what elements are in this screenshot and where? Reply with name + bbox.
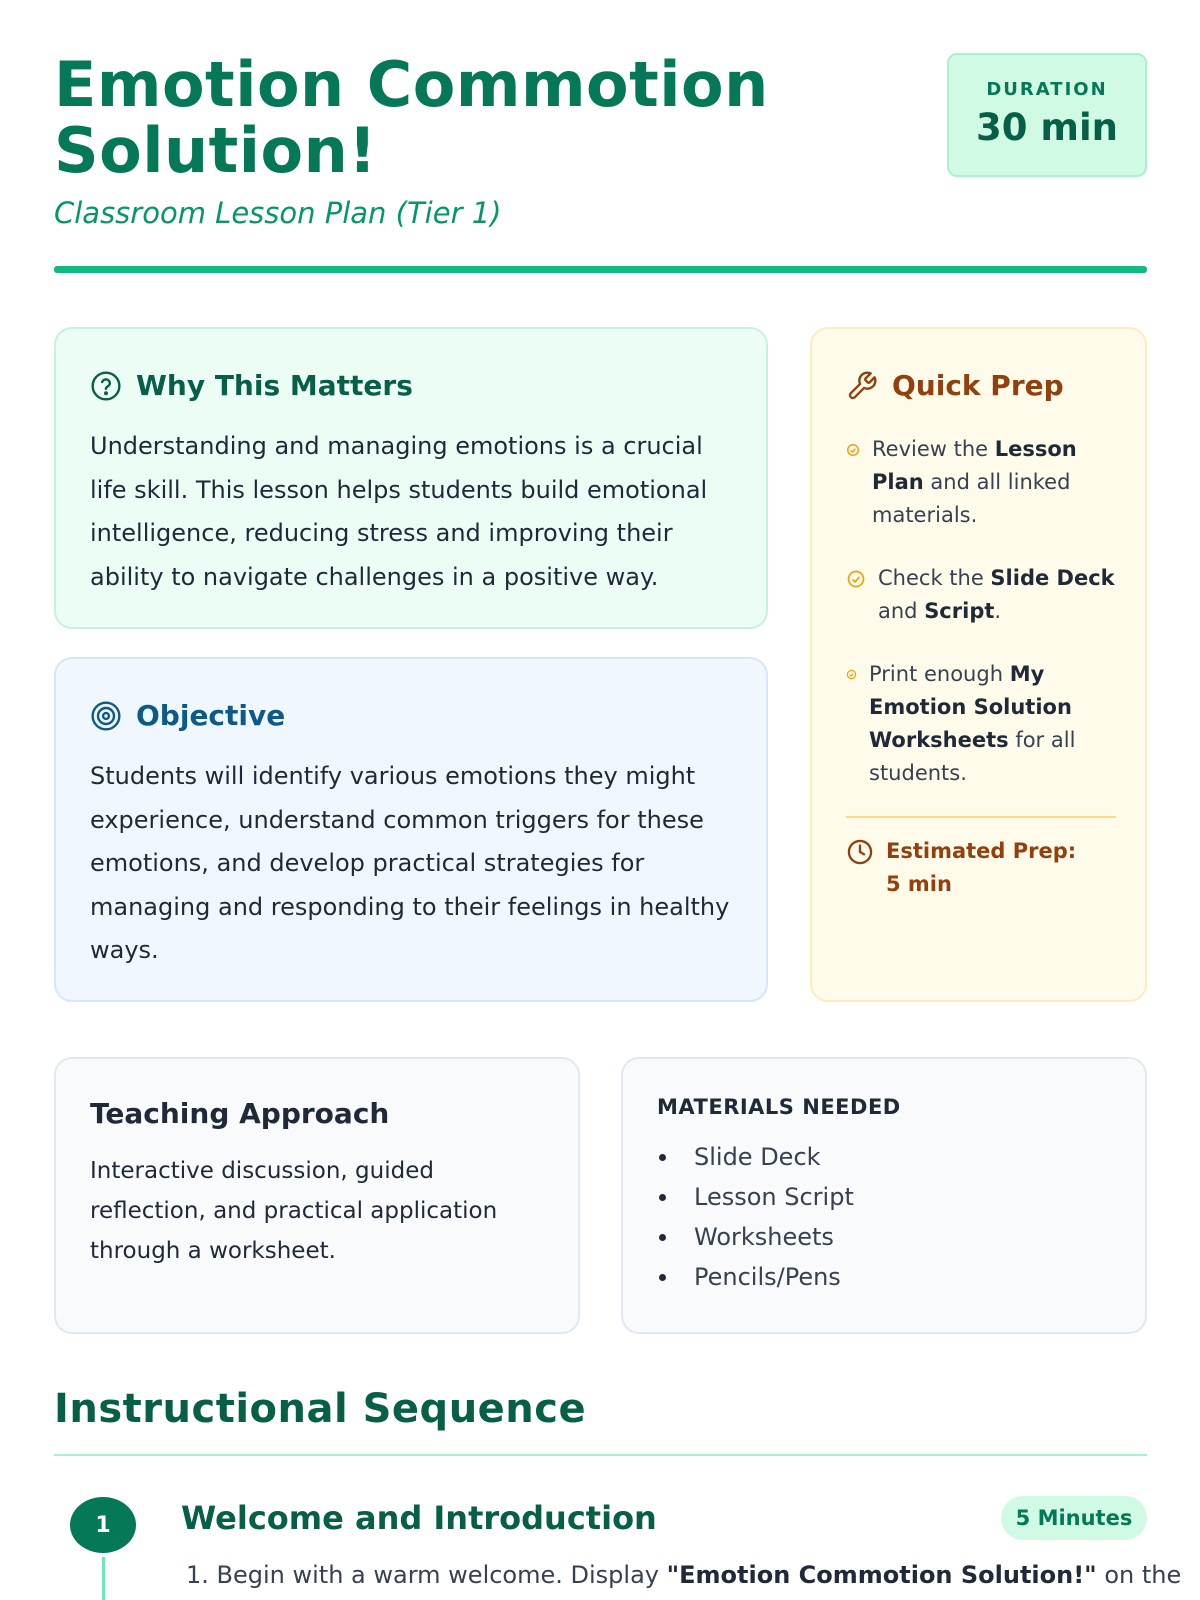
page-title: Emotion Commotion Solution! (54, 48, 769, 187)
step-text: 1. Begin with a warm welcome. Display "Emotion Commotion Solution!" on the (186, 1561, 1182, 1589)
prep-item: Review the Lesson Plan and all linked materials. (846, 433, 1116, 532)
prep-estimate-text: Estimated Prep: 5 min (886, 839, 1077, 896)
list-item: Lesson Script (657, 1177, 854, 1217)
page-subtitle: Classroom Lesson Plan (Tier 1) (54, 196, 502, 230)
lesson-plan-page (54, 0, 1182, 1600)
approach-heading: Teaching Approach (90, 1097, 390, 1130)
approach-text: Interactive discussion, guided reflection, and practical application through a worksheet. (90, 1158, 498, 1264)
prep-item: Check the Slide Deck and Script. (846, 562, 1116, 628)
objective-heading: Objective (136, 699, 286, 732)
list-item: Slide Deck (657, 1137, 854, 1177)
quick-prep-card (810, 327, 1147, 1002)
header-divider (54, 266, 1147, 273)
list-item: Worksheets (657, 1217, 854, 1257)
prep-divider (846, 816, 1116, 818)
prep-list (846, 433, 1116, 820)
materials-heading: MATERIALS NEEDED (657, 1095, 901, 1119)
question-circle-icon (90, 370, 122, 402)
duration-badge (947, 53, 1147, 177)
materials-list (657, 1137, 854, 1297)
prep-estimate (846, 835, 1086, 901)
objective-card (54, 657, 768, 1002)
duration-label: DURATION (986, 79, 1108, 100)
objective-text: Students will identify various emotions they might experience, understand common triggers for these emotions, and develop practical strategies for managing and responding to their feelings in healthy ways. (90, 762, 730, 964)
why-heading: Why This Matters (136, 369, 413, 402)
check-circle-icon (846, 669, 857, 680)
why-this-matters-card (54, 327, 768, 629)
list-item: Pencils/Pens (657, 1257, 854, 1297)
step-number: 1 (70, 1497, 136, 1553)
materials-card (621, 1057, 1147, 1334)
prep-item: Print enough My Emotion Solution Worksheets for all students. (846, 658, 1116, 790)
sequence-divider (54, 1454, 1147, 1456)
check-circle-icon (846, 569, 866, 589)
step-title: Welcome and Introduction (181, 1499, 657, 1537)
clock-icon (846, 838, 874, 866)
teaching-approach-card (54, 1057, 580, 1334)
target-icon (90, 700, 122, 732)
duration-value: 30 min (976, 106, 1118, 149)
step-duration-badge: 5 Minutes (1001, 1496, 1147, 1540)
step-connector (102, 1557, 105, 1600)
why-text: Understanding and managing emotions is a crucial life skill. This lesson helps students build emotional intelligence, reducing stress and improving their ability to navigate challenges in a positive way. (90, 432, 708, 591)
wrench-icon (846, 370, 878, 402)
sequence-heading: Instructional Sequence (54, 1386, 587, 1432)
check-circle-icon (846, 443, 860, 457)
prep-heading: Quick Prep (892, 369, 1064, 402)
